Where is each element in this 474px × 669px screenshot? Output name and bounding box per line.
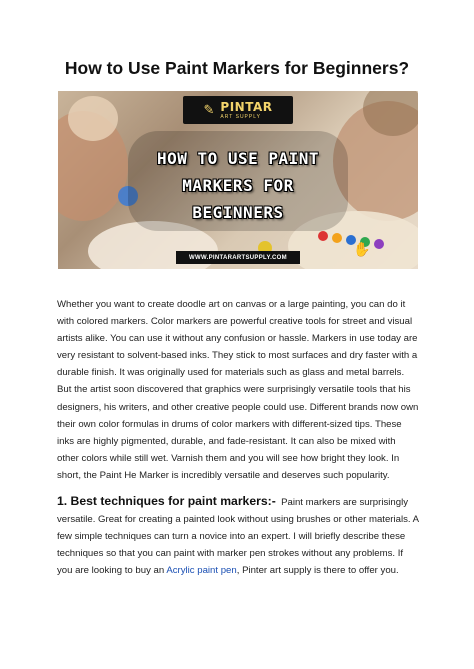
section-text-2: , Pinter art supply is there to offer you.	[236, 565, 399, 577]
hero-headline-line-2: MARKERS FOR	[182, 176, 294, 195]
hero-headline-line-1: HOW TO USE PAINT	[156, 149, 320, 168]
hero-headline-line-3: BEGINNERS	[192, 203, 284, 222]
section-best-techniques	[57, 493, 419, 579]
section-heading: 1. Best techniques for paint markers:-	[57, 494, 276, 508]
hero-image	[58, 91, 418, 269]
page-title: How to Use Paint Markers for Beginners?	[64, 58, 410, 78]
brand-logo	[183, 96, 293, 124]
hand-print-icon: ✋	[353, 241, 371, 257]
acrylic-paint-pen-link[interactable]: Acrylic paint pen	[166, 565, 237, 577]
hero-url: WWW.PINTARARTSUPPLY.COM	[176, 251, 300, 264]
logo-subtitle: ART SUPPLY	[220, 113, 261, 120]
logo-name: PINTAR	[220, 99, 273, 114]
section-text-1: Paint markers are surprisingly versatile. Great for creating a painted look without using brushes or other materials. A few simple techniques can turn a novice into an expert. I will briefly describe these techniques so that you can paint with marker pen strokes without any problems. If you are looking to buy an	[57, 497, 419, 577]
brush-icon: ✎	[203, 102, 215, 117]
intro-paragraph: Whether you want to create doodle art on canvas or a large painting, you can do it with colored markers. Color markers are powerful creative tools for street and visual artists alike. You can use it without any confusion or hassle. Markers in use today are very resistant to solvent-based inks. They stick to most surfaces and dry faster with a durable finish. It was originally used for materials such as glass and metal barrels. But the artist soon discovered that graphics were surprisingly versatile tools that his designers, his writers, and other creative people could use. Different brands now own their own color formulas in drums of color markers with different-sized tips. These inks are highly pigmented, durable, and fade-resistant. It can also be mixed with other colors while still wet. Varnish them and you will see how bright they look. In short, the Paint He Marker is incredibly versatile and deserves such popularity.	[57, 299, 419, 481]
